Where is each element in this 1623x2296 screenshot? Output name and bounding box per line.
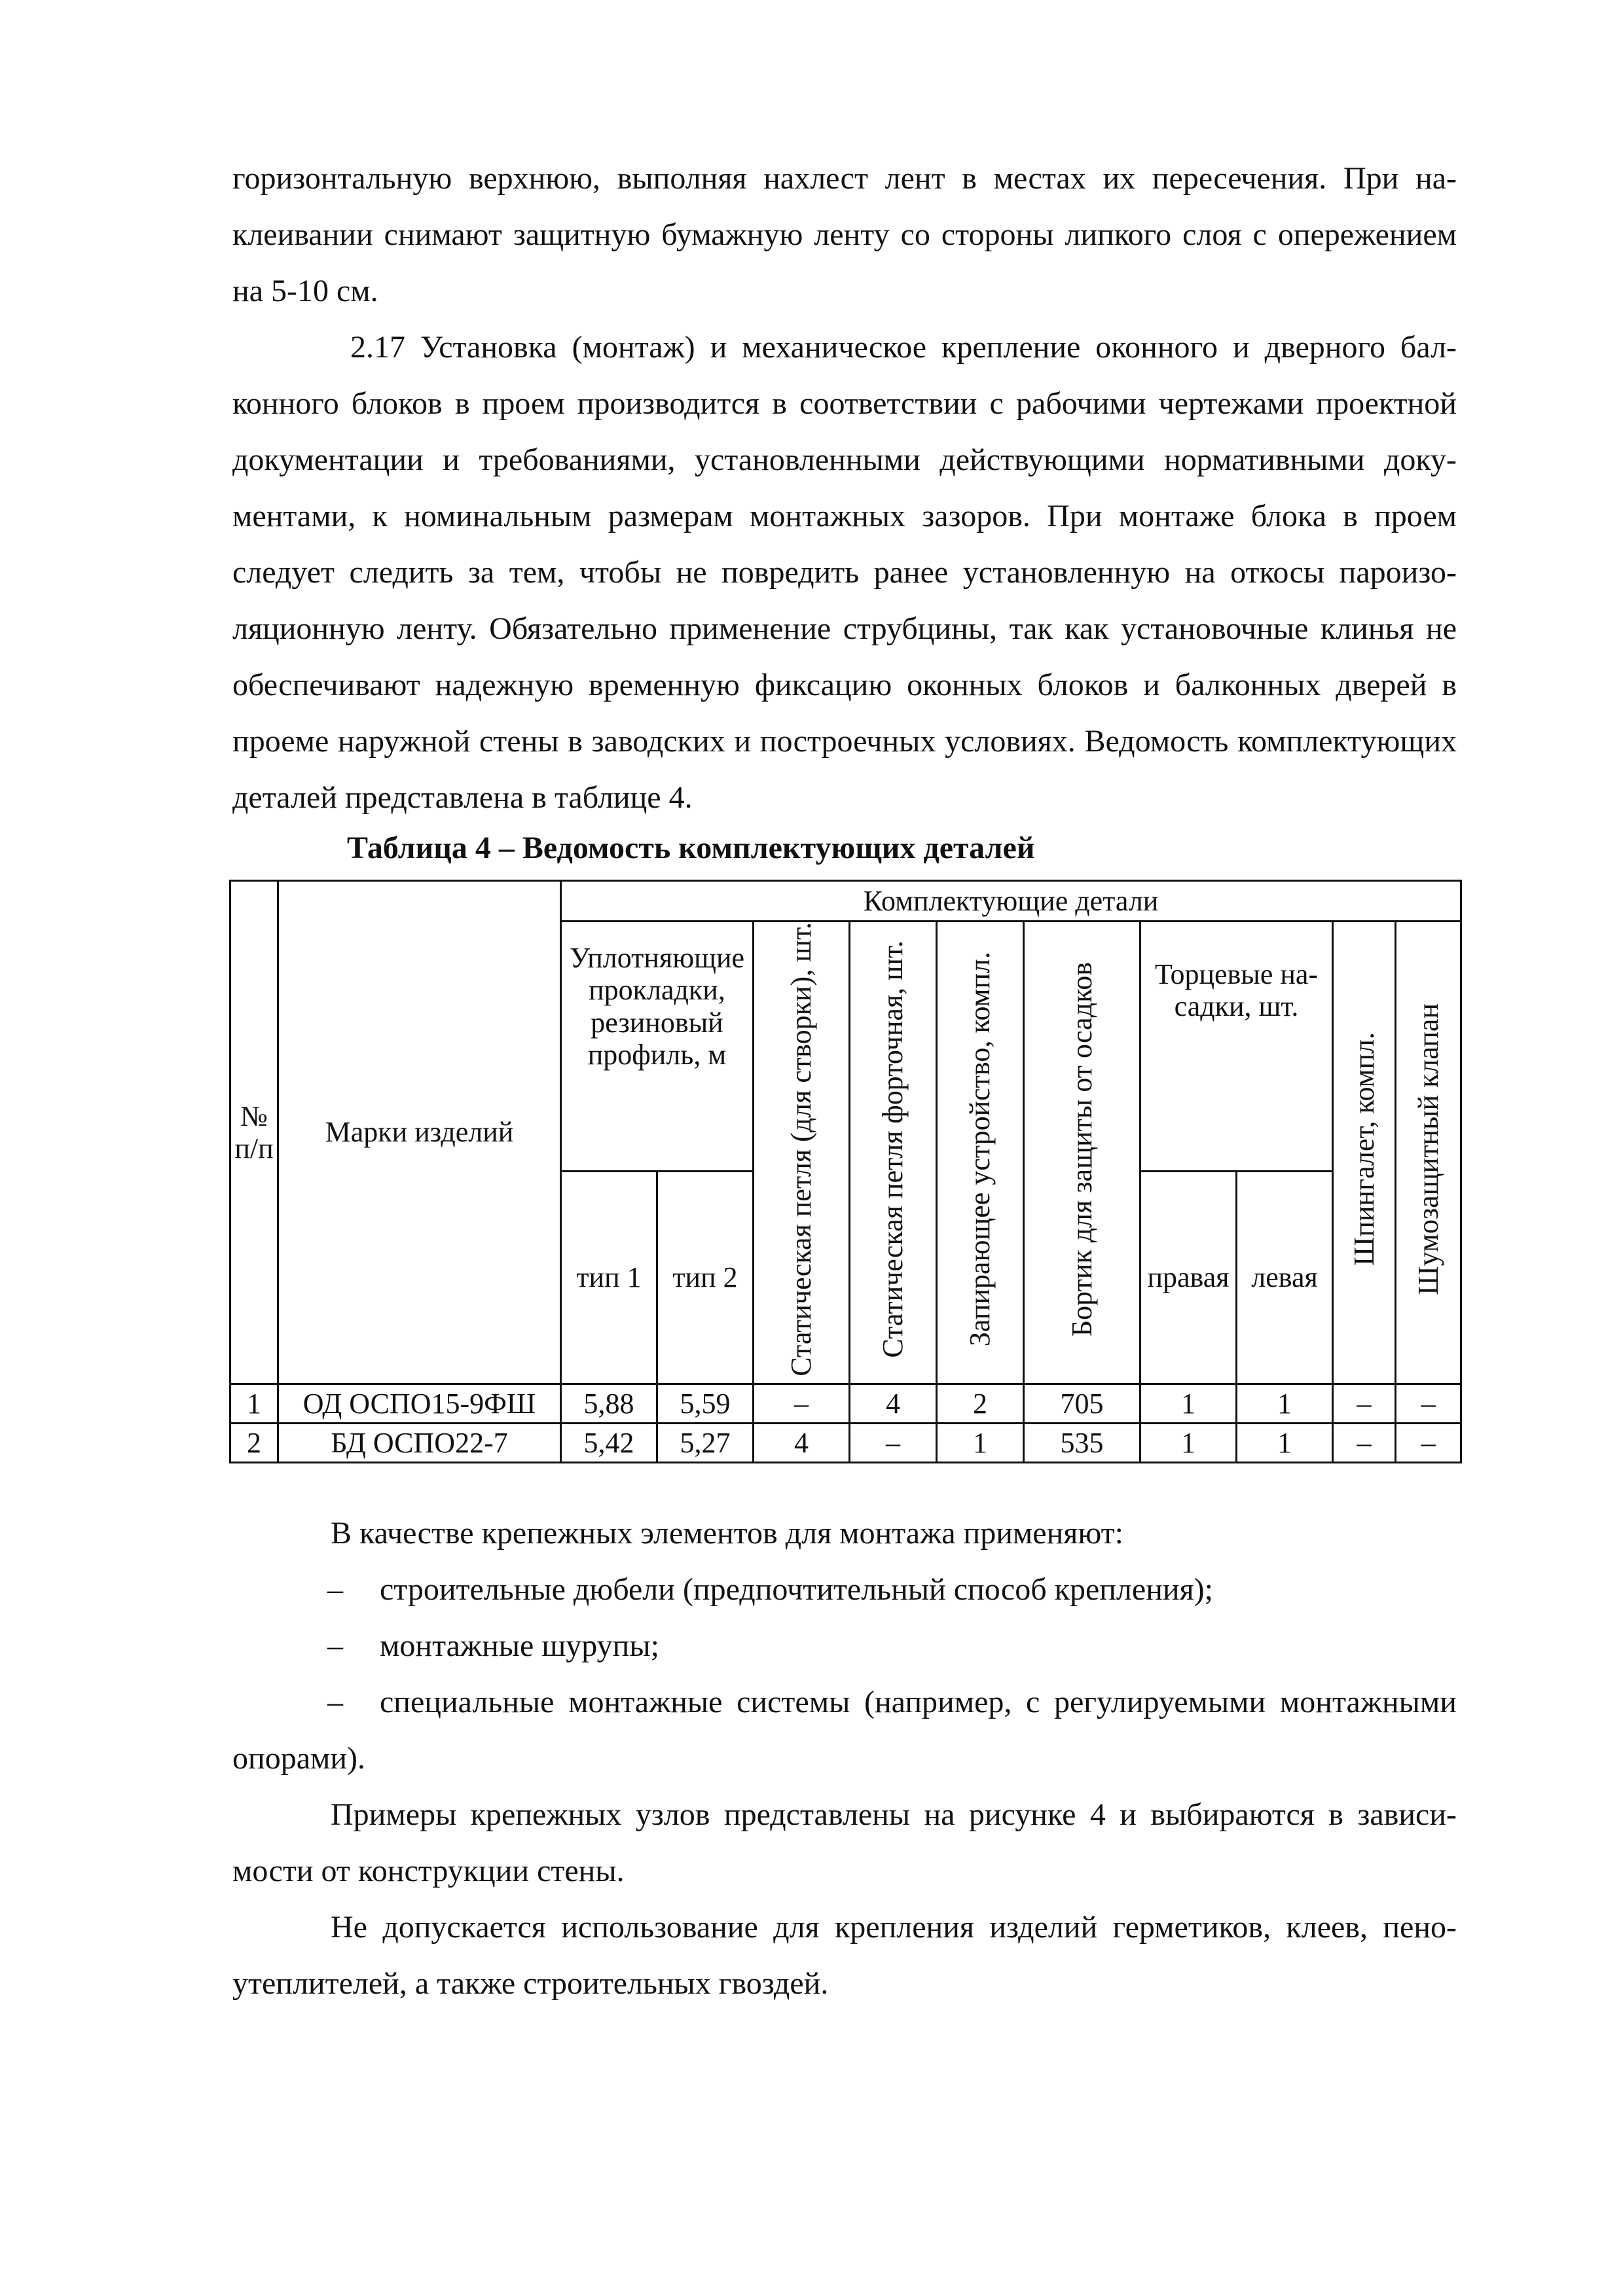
cell-espagnolette: – [1333,1384,1396,1423]
list-dash: – [327,1684,343,1719]
cell-static-sash: – [754,1384,850,1423]
list-dash: – [327,1571,343,1607]
header-noise-valve [1396,922,1461,1384]
table-row [230,1423,1461,1462]
cell-type1: 5,42 [561,1423,657,1462]
header-num: № п/п [230,881,278,1384]
header-type2: тип 2 [657,1171,754,1384]
cell-espagnolette: – [1333,1423,1396,1462]
cell-board: 705 [1024,1384,1140,1423]
header-end-caps: Торцевые насадки, шт. [1140,922,1333,1172]
cell-static-vent: – [850,1423,937,1462]
cell-type2: 5,59 [657,1384,754,1423]
header-locking [937,922,1024,1384]
cell-mark: БД ОСПО22-7 [278,1423,561,1462]
header-espagnolette [1333,922,1396,1384]
cell-mark: ОД ОСПО15-9ФШ [278,1384,561,1423]
cell-left: 1 [1237,1384,1333,1423]
cell-type1: 5,88 [561,1384,657,1423]
header-left: левая [1237,1171,1333,1384]
header-board-text: Бортик для защиты от осадков [1065,961,1098,1336]
cell-right: 1 [1140,1423,1237,1462]
cell-left: 1 [1237,1423,1333,1462]
cell-static-vent: 4 [850,1384,937,1423]
list-item [232,1674,1457,1787]
paragraph-2-17: 2.17 Установка (монтаж) и механическое крепление оконного и дверного балконного блоков в проем производится в соответствии с рабочими чертежами проектной документации и требованиями, установленными действующими нормативными документами, к номинальным размерам монтажных зазоров. При монтаже блока в проем следует следить за тем, чтобы не повредить ранее установленную на откосы пароизоляционную ленту. Обязательно применение струбцины, так как установочные клинья не обеспечивают надежную временную фиксацию оконных блоков и балконных дверей в проеме наружной стены в заводских и построечных условиях. Ведомость комплектующих деталей представлена в таблице 4. [232,330,1457,815]
header-board [1024,922,1140,1384]
cell-locking: 2 [937,1384,1024,1423]
header-locking-text: Запирающее устройство, компл. [964,952,996,1347]
list-item-text: монтажные шурупы; [380,1628,659,1663]
table-row [230,1384,1461,1423]
cell-num: 2 [230,1423,278,1462]
list-item [232,1562,1457,1618]
header-noise-valve-text: Шумозащитный клапан [1412,1003,1444,1295]
header-static-vent [850,922,937,1384]
header-right: правая [1140,1171,1237,1384]
paragraph-prohibition: Не допускается использование для крепления изделий герметиков, клеев, пеноутеплителей, а также строительных гвоздей. [232,1909,1457,2001]
cell-right: 1 [1140,1384,1237,1423]
list-dash: – [327,1628,343,1663]
header-static-sash [754,922,850,1384]
list-item [232,1618,1457,1674]
document-page [232,151,1457,2012]
header-type1: тип 1 [561,1171,657,1384]
header-seals: Уплотняющие прокладки, резиновый профиль, м [561,922,754,1172]
header-static-sash-text: Статическая петля (для створки), шт. [785,922,818,1376]
list-item-text: строительные дюбели (предпочтительный способ крепления); [380,1571,1213,1607]
table-caption: Таблица 4 – Ведомость комплектующих деталей [347,831,1035,865]
cell-noise-valve: – [1396,1384,1461,1423]
header-espagnolette-text: Шпингалет, компл. [1347,1032,1380,1266]
paragraph-examples: Примеры крепежных узлов представлены на рисунке 4 и выбираются в зависимости от конструкции стены. [232,1797,1457,1888]
cell-noise-valve: – [1396,1423,1461,1462]
header-components: Комплектующие детали [561,881,1461,922]
fasteners-intro: В качестве крепежных элементов для монтажа применяют: [331,1515,1123,1551]
cell-type2: 5,27 [657,1423,754,1462]
cell-locking: 1 [937,1423,1024,1462]
header-marks: Марки изделий [278,881,561,1384]
list-item-text: специальные монтажные системы (например, с регулируемыми монтажными опорами). [232,1684,1457,1776]
cell-num: 1 [230,1384,278,1423]
cell-board: 535 [1024,1423,1140,1462]
paragraph-1: горизонтальную верхнюю, выполняя нахлест лент в местах их пересечения. При наклеивании снимают защитную бумажную ленту со стороны липкого слоя с опережением на 5-10 см. [232,161,1457,308]
header-static-vent-text: Статическая петля форточная, шт. [877,941,909,1358]
components-table [229,880,1462,1463]
cell-static-sash: 4 [754,1423,850,1462]
